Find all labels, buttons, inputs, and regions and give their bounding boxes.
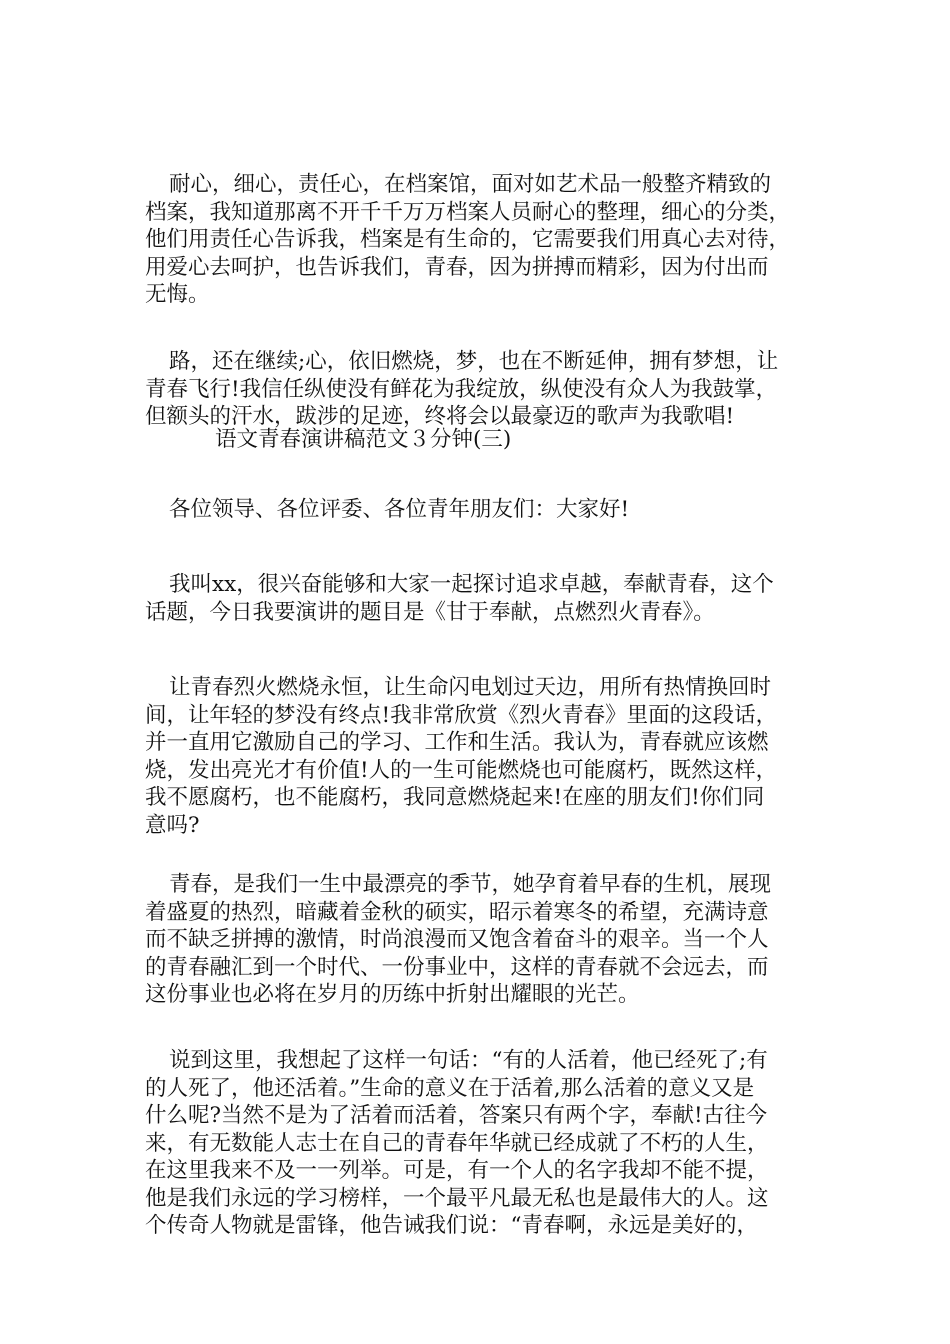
text-line: 的人死了，他还活着。”生命的意义在于活着,那么活着的意义又是: [145, 1075, 755, 1101]
text-line: 他们用责任心告诉我，档案是有生命的，它需要我们用真心去对待，: [145, 227, 791, 252]
text-line: 个传奇人物就是雷锋，他告诫我们说：“青春啊，永远是美好的，: [145, 1213, 758, 1238]
text-line: 来，有无数能人志士在自己的青春年华就已经成就了不朽的人生，: [145, 1130, 769, 1156]
text-line: 青春，是我们一生中最漂亮的季节，她孕育着早春的生机，展现: [169, 872, 772, 897]
paragraph-youth-fire: [145, 674, 815, 839]
text-line: 耐心，细心，责任心，在档案馆，面对如艺术品一般整齐精致的: [169, 172, 772, 197]
text-line: 档案，我知道那离不开千千万万档案人员耐心的整理，细心的分类，: [145, 199, 791, 225]
text-line: 意吗?: [145, 812, 200, 838]
text-line: 在这里我来不及一一列举。可是，有一个人的名字我却不能不提，: [145, 1158, 769, 1183]
text-line: 我不愿腐朽，也不能腐朽，我同意燃烧起来!在座的朋友们!你们同: [145, 785, 765, 810]
paragraph-road: [145, 348, 815, 431]
text-line: 但额头的汗水，跋涉的足迹，终将会以最豪迈的歌声为我歌唱!: [145, 404, 735, 429]
text-line: 我叫xx，很兴奋能够和大家一起探讨追求卓越，奉献青春，这个: [169, 572, 774, 597]
paragraph-youth-season: [145, 871, 815, 1009]
text-line: 用爱心去呵护，也告诉我们，青春，因为拼搏而精彩，因为付出而: [145, 254, 769, 280]
text-line: 并一直用它激励自己的学习、工作和生活。我认为，青春就应该燃: [145, 730, 769, 755]
text-line: 话题，今日我要演讲的题目是《甘于奉献，点燃烈火青春》。: [145, 599, 715, 625]
text-line: 着盛夏的热烈，暗藏着金秋的硕实，昭示着寒冬的希望，充满诗意: [145, 899, 769, 925]
text-line: 让青春烈火燃烧永恒，让生命闪电划过天边，用所有热情换回时: [169, 675, 772, 700]
text-line: 说到这里，我想起了这样一句话：“有的人活着，他已经死了;有: [169, 1048, 768, 1073]
text-line: 什么呢?当然不是为了活着而活着，答案只有两个字，奉献!古往今: [145, 1103, 768, 1128]
paragraph-introduction: [145, 571, 815, 626]
paragraph-archive: [145, 171, 815, 309]
text-line: 他是我们永远的学习榜样，一个最平凡最无私也是最伟大的人。这: [145, 1185, 769, 1211]
text-line: 青春飞行!我信任纵使没有鲜花为我绽放，纵使没有众人为我鼓掌，: [145, 376, 778, 402]
text-line: 无悔。: [145, 282, 210, 307]
section-subheading: 语文青春演讲稿范文３分钟(三): [215, 427, 512, 452]
paragraph-greeting: [145, 496, 815, 524]
text-line: 各位领导、各位评委、各位青年朋友们：大家好!: [169, 497, 630, 522]
text-line: 这份事业也必将在岁月的历练中折射出耀眼的光芒。: [145, 982, 640, 1007]
paragraph-dedication: [145, 1047, 815, 1240]
text-line: 间，让年轻的梦没有终点!我非常欣赏《烈火青春》里面的这段话，: [145, 702, 778, 728]
text-line: 烧，发出亮光才有价值!人的一生可能燃烧也可能腐朽，既然这样，: [145, 757, 778, 783]
text-line: 的青春融汇到一个时代、一份事业中，这样的青春就不会远去，而: [145, 954, 769, 980]
text-line: 路，还在继续;心，依旧燃烧，梦，也在不断延伸，拥有梦想，让: [169, 349, 779, 374]
text-line: 而不缺乏拼搏的激情，时尚浪漫而又饱含着奋斗的艰辛。当一个人: [145, 927, 769, 952]
